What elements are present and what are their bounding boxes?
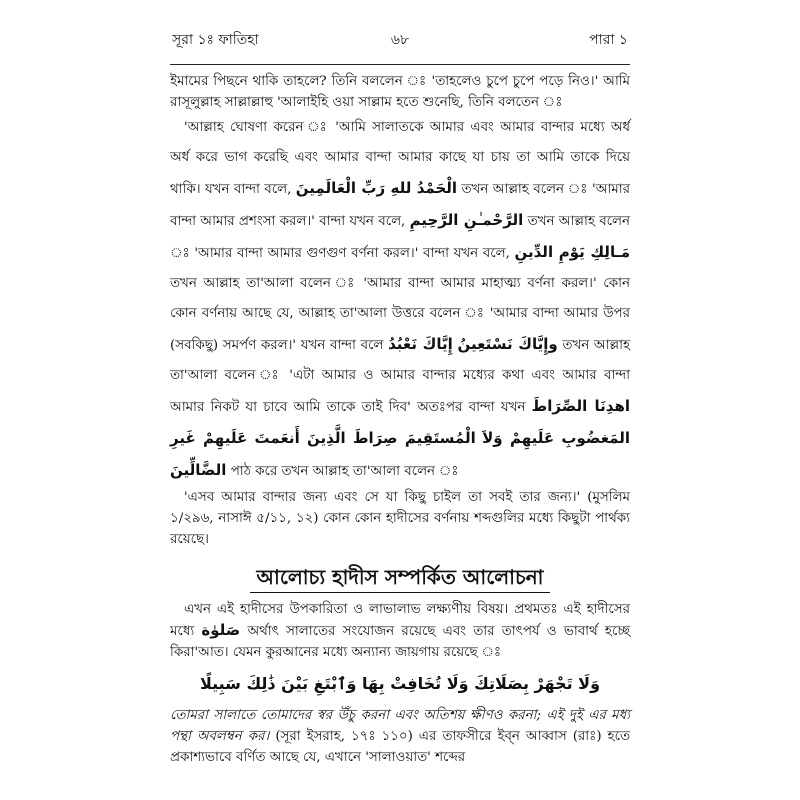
text-segment: অর্থাৎ সালাতের সংযোজন রয়েছে এবং তার তাৎপর্য ও ভাবার্থ হচ্ছে কিরা'আত। যেমন কুরআনের মধ্যে অন্যান্য জায়গায় রয়েছে ঃ <box>170 624 631 660</box>
arabic-phrase: إِيَّاكَ نَعْبُدُ <box>388 335 453 353</box>
running-header <box>170 28 630 50</box>
text-segment: তখন আল্লাহ বলেন ঃ 'আমার বান্দা আমার গুণগুণ বর্ণনা করল।' বান্দা যখন বলে, <box>170 214 630 261</box>
arabic-phrase: الرَّحْمـٰنِ الرَّحِيمِ <box>409 211 524 229</box>
surah-header: সূরা ১ঃ ফাতিহা <box>172 32 259 48</box>
text-segment: (সূরা ইসরাহ, ১৭ঃ ১১০) এর তাফসীরে ইব্ন আব্বাস (রাঃ) হতে প্রকাশ্যভাবে বর্ণিত আছে যে, এখানে 'সালাওয়াত' শব্দের <box>170 729 630 765</box>
arabic-phrase: وإِيَّاكَ نَسْتَعِينُ <box>457 335 558 353</box>
book-page <box>170 28 630 768</box>
para-header: পারা ১ <box>589 32 628 48</box>
text-segment: 'আল্লাহ ঘোষণা করেন ঃ 'আমি সালাতকে আমার এবং আমার বান্দার মধ্যে অর্ধ অর্ধ করে ভাগ করেছি এবং আমার বান্দা আমার কাছে যা চায় তা আমি তাকে দিয়ে থাকি। যখন বান্দা বলে, <box>170 120 630 197</box>
text-segment: তখন আল্লাহ বলেন ঃ 'আমার বান্দা আমার প্রশংসা করল।' বান্দা যখন বলে, <box>170 182 630 229</box>
paragraph-4 <box>170 599 630 663</box>
paragraph-3: 'এসব আমার বান্দার জন্য এবং সে যা কিছু চাইল তা সবই তার জন্য।' (মুসলিম ১/২৯৬, নাসাঈ ৫/১১, ১২) কোন কোন হাদীসের বর্ণনায় শব্দগুলির মধ্যে কিছুটা পার্থক্য রয়েছে। <box>170 490 630 547</box>
text-segment: এখন এই হাদীসের উপকারিতা ও লাভালাভ লক্ষ্যণীয় বিষয়। প্রথমতঃ এই হাদীসের মধ্যে <box>170 602 630 639</box>
paragraph-2 <box>170 113 630 487</box>
arabic-phrase: اهدِنَا الصِّرَاطَ الْمُستَقِيمَ صِرَاطَ الَّذِينَ أَنعَمتَ عَلَيهِمْ غَيرِ <box>170 397 631 447</box>
arabic-phrase: الْحَمْدُ للهِ رَبِّ الْعَالَمِينَ <box>295 179 458 197</box>
paragraph-5 <box>170 705 630 768</box>
text-segment: তখন আল্লাহ তা'আলা বলেন ঃ 'আমার বান্দা আমার মাহাত্ম্য বর্ণনা করল।' কোন কোন বর্ণনায় আছে যে, আল্লাহ তা'আলা উত্তরে বলেন ঃ 'আমার বান্দা আমার উপর (সবকিছু) সমর্পণ করল।' যখন বান্দা বলে <box>170 276 630 353</box>
text-segment: পাঠ করে তখন আল্লাহ তা'আলা বলেন ঃ <box>230 464 459 479</box>
quran-verse: وَلَا تَجْهَرْ بِصَلَاتِكَ وَلَا تُخَافِتْ بِهَا وَٱبْتَغِ بَيْنَ ذَٰلِكَ سَبِيلًا <box>199 674 601 693</box>
section-title: আলোচ্য হাদীস সম্পর্কিত আলোচনা <box>256 565 544 589</box>
body-text <box>170 71 630 768</box>
verse-translation: তোমরা সালাতে তোমাদের স্বর উঁচু করনা এবং অতিশয় ক্ষীণও করনা; এই দুই এর মধ্য পন্থা অবলম্বন কর। <box>170 708 630 744</box>
title-underline <box>250 592 550 593</box>
text-segment: তখন আল্লাহ তা'আলা বলেন ঃ 'এটা আমার ও আমার বান্দার মধ্যের কথা এবং আমার বান্দা আমার নিকট যা চাবে আমি তাকে তাই দিব' অতঃপর বান্দা যখন <box>170 338 630 415</box>
page-number: ৬৮ <box>390 32 410 48</box>
header-rule <box>170 64 630 65</box>
arabic-phrase: المَغضُوبِ عَلَيهِمْ وَلاَ الضَّالِّينَ <box>170 429 630 479</box>
arabic-word: صَلوٰة <box>201 621 241 639</box>
paragraph-1: ইমামের পিছনে থাকি তাহলে? তিনি বললেন ঃ 'তাহলেও চুপে চুপে পড়ে নিও।' আমি রাসূলুল্লাহ সাল্লাল্লাহু 'আলাইহি ওয়া সাল্লাম হতে শুনেছি, তিনি বলতেন ঃ <box>170 74 630 110</box>
arabic-phrase: مَـالِكِ يَوْمِ الدِّينِ <box>514 243 630 261</box>
